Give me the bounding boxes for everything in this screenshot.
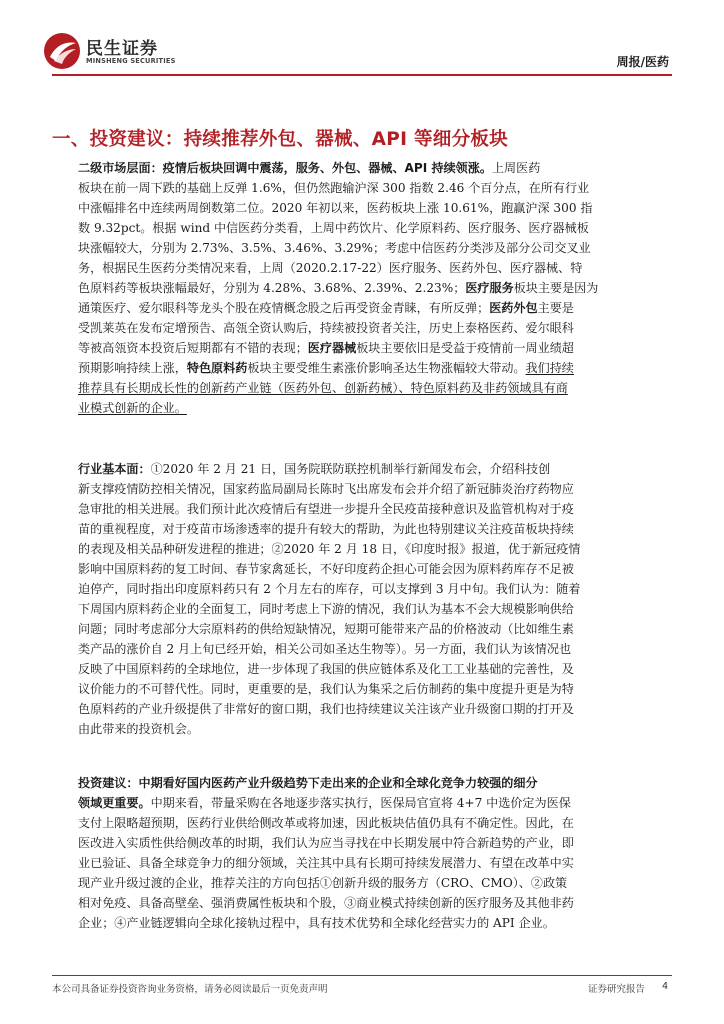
text-line [78,519,648,539]
text-run: 企业；④产业链逻辑向全球化接轨过程中，具有技术优势和全球化经营实力的 API 企业。 [78,916,555,930]
page-number: 4 [661,981,668,992]
text-run: 反映了中国原料药的全球地位，进一步体现了我国的供应链体系及化工工业基础的完善性，及 [78,662,574,676]
text-run: 板块主要依旧是受益于疫情前一周业绩超 [356,341,574,355]
text-line [78,559,648,579]
text-line [78,773,648,793]
text-line [78,258,648,278]
bold-text-run: 行业基本面： [78,462,151,476]
bold-text-run: 领域更重要。 [78,796,151,810]
text-line [78,913,648,933]
text-line [78,893,648,913]
bold-text-run: 投资建议： [78,776,139,790]
page-header [0,0,724,80]
text-run: 支付上限略超预期，医药行业供给侧改革或将加速，因此板块估值仍具有不确定性。因此，在 [78,816,574,830]
footer-report-type: 证券研究报告 [587,984,645,995]
footer-disclaimer: 本公司具备证券投资咨询业务资格，请务必阅读最后一页免责声明 [52,984,328,995]
text-line [78,853,648,873]
text-run: 板块主要受维生素涨价影响圣达生物涨幅较大带动。 [247,361,526,375]
text-run: 通策医疗、爱尔眼科等龙头个股在疫情概念股之后再受资金青睐，有所反弹； [78,301,490,315]
brand-logo-icon [42,31,82,71]
text-run: 新支撑疫情防控相关情况，国家药监局副局长陈时飞出席发布会并介绍了新冠肺炎治疗药物应 [78,482,574,496]
text-run: 业已验证、具备全球竞争力的细分领域，关注其中具有长期可持续发展潜力、有望在改革中实 [78,856,574,870]
text-run: 推荐具有长期成长性的创新药产业链（医药外包、创新药械）、特色原料药及非药领域具有商 [78,381,568,395]
text-line [78,459,648,479]
text-line [78,338,648,358]
text-line [78,639,648,659]
bold-text-run: 医药外包 [489,301,538,315]
report-category: 周报/医药 [616,55,669,69]
text-run: 下周国内原料药企业的全面复工，同时考虑上下游的情况，我们认为基本不会大规模影响供给 [78,602,574,616]
bold-text-run: 中期看好国内医药产业升级趋势下走出来的企业和全球化竞争力较强的细分 [138,776,538,790]
paragraph-investment-advice [78,773,648,933]
bold-text-run: 医疗器械 [307,341,357,355]
text-run: 我们持续 [525,361,574,375]
brand-logo [42,31,192,71]
text-run: 问题；同时考虑部分大宗原料药的供给短缺情况，短期可能带来产品的价格波动（比如维生素 [78,622,574,636]
text-line [78,378,648,398]
text-line [78,833,648,853]
text-line [78,218,648,238]
text-line [78,539,648,559]
bold-text-run: 特色原料药 [186,361,248,375]
text-run: 现产业升级过渡的企业，推荐关注的方向包括①创新升级的服务方（CRO、CMO）、②政策 [78,876,568,890]
text-run: 色原料药的产业升级提供了非常好的窗口期，我们也持续建议关注该产业升级窗口期的打开及 [78,702,574,716]
brand-name-en: MINSHENG SECURITIES [86,57,176,65]
text-run: 务，根据民生医药分类情况来看，上周（2020.2.17-22）医疗服务、医药外包、医疗器械、特 [78,261,583,275]
text-line [78,358,648,378]
text-run: 块涨幅较大，分别为 2.73%、3.5%、3.46%、3.29%；考虑中信医药分类涉及部分公司交叉业 [78,241,591,255]
text-line [78,479,648,499]
text-line [78,599,648,619]
text-run: 中期来看，带量采购在各地逐步落实执行，医保局官宣将 4+7 中选价定为医保 [150,796,571,810]
text-run: 的表现及相关品种研发进程的推进；②2020 年 2 月 18 日，《印度时报》报道，优于新冠疫情 [78,542,581,556]
text-run: 影响中国原料药的复工时间、春节家禽延长，不好印度药企担心可能会因为原料药库存不足被 [78,562,574,576]
text-line [78,679,648,699]
text-line [78,793,648,813]
bold-text-run: 疫情后板块回调中震荡，服务、外包、器械、API 持续领涨。 [162,161,492,175]
text-run: 中涨幅排名中连续两周倒数第二位。2020 年初以来，医药板块上涨 10.61%，跑赢沪深 300 指 [78,201,593,215]
text-run: 相对免疫、具备高壁垒、强消费属性板块和个股，③商业模式持续创新的医疗服务及其他非药 [78,896,574,910]
text-line [78,619,648,639]
text-run: 主要是 [537,301,574,315]
text-run: 预期影响持续上涨， [78,361,187,375]
text-run: 议价能力的不可替代性。同时，更重要的是，我们认为集采之后仿制药的集中度提升更是为特 [78,682,574,696]
text-line [78,298,648,318]
text-line [78,178,648,198]
bold-text-run: 医疗服务 [465,281,514,295]
text-run: 医改进入实质性供给侧改革的时期，我们认为应当寻找在中长期发展中符合新趋势的产业，即 [78,836,574,850]
text-run: 类产品的涨价自 2 月上旬已经开始，相关公司如圣达生物等）。另一方面，我们认为该情况也 [78,642,572,656]
text-run: 上周医药 [491,161,541,175]
text-run: 苗的重视程度，对于疫苗市场渗透率的提升有较大的帮助，为此也特别建议关注疫苗板块持续 [78,522,574,536]
text-line [78,318,648,338]
text-line [78,659,648,679]
text-line [78,873,648,893]
text-line [78,398,648,418]
brand-name-cn: 民生证券 [86,39,158,59]
text-run: 板块在前一周下跌的基础上反弹 1.6%，但仍然跑输沪深 300 指数 2.46 个百分点，在所有行业 [78,181,590,195]
text-run: 等被高瓴资本投资后短期都有不错的表现； [78,341,308,355]
text-run: 色原料药等板块涨幅最好，分别为 4.28%、3.68%、2.39%、2.23%； [78,281,466,295]
text-line [78,198,648,218]
paragraph-market [78,158,648,418]
footer-divider [52,975,672,976]
text-run: 由此带来的投资机会。 [78,722,199,736]
text-run: 数 9.32pct。根据 wind 中信医药分类看，上周中药饮片、化学原料药、医疗服务、医疗器械板 [78,221,589,235]
text-line [78,579,648,599]
text-line [78,238,648,258]
section-title: 一、投资建议：持续推荐外包、器械、API 等细分板块 [52,129,509,150]
bold-text-run: 二级市场层面： [78,161,163,175]
text-line [78,699,648,719]
text-run: 受凯莱英在发布定增预告、高瓴全资认购后，持续被投资者关注，历史上泰格医药、爱尔眼科 [78,321,574,335]
text-run: 板块主要是因为 [513,281,599,295]
text-line [78,813,648,833]
text-run: ①2020 年 2 月 21 日，国务院联防联控机制举行新闻发布会，介绍科技创 [150,462,551,476]
text-line [78,278,648,298]
text-line [78,719,648,739]
text-run: 业模式创新的企业。 [78,401,187,415]
text-run: 急审批的相关进展。我们预计此次疫情后有望进一步提升全民疫苗接种意识及监管机构对于疫 [78,502,574,516]
text-run: 迫停产，同时指出印度原料药只有 2 个月左右的库存，可以支撑到 3 月中旬。我们认为：随着 [78,582,581,596]
paragraph-fundamentals [78,459,648,739]
text-line [78,499,648,519]
header-divider [52,74,672,76]
text-line [78,158,648,178]
